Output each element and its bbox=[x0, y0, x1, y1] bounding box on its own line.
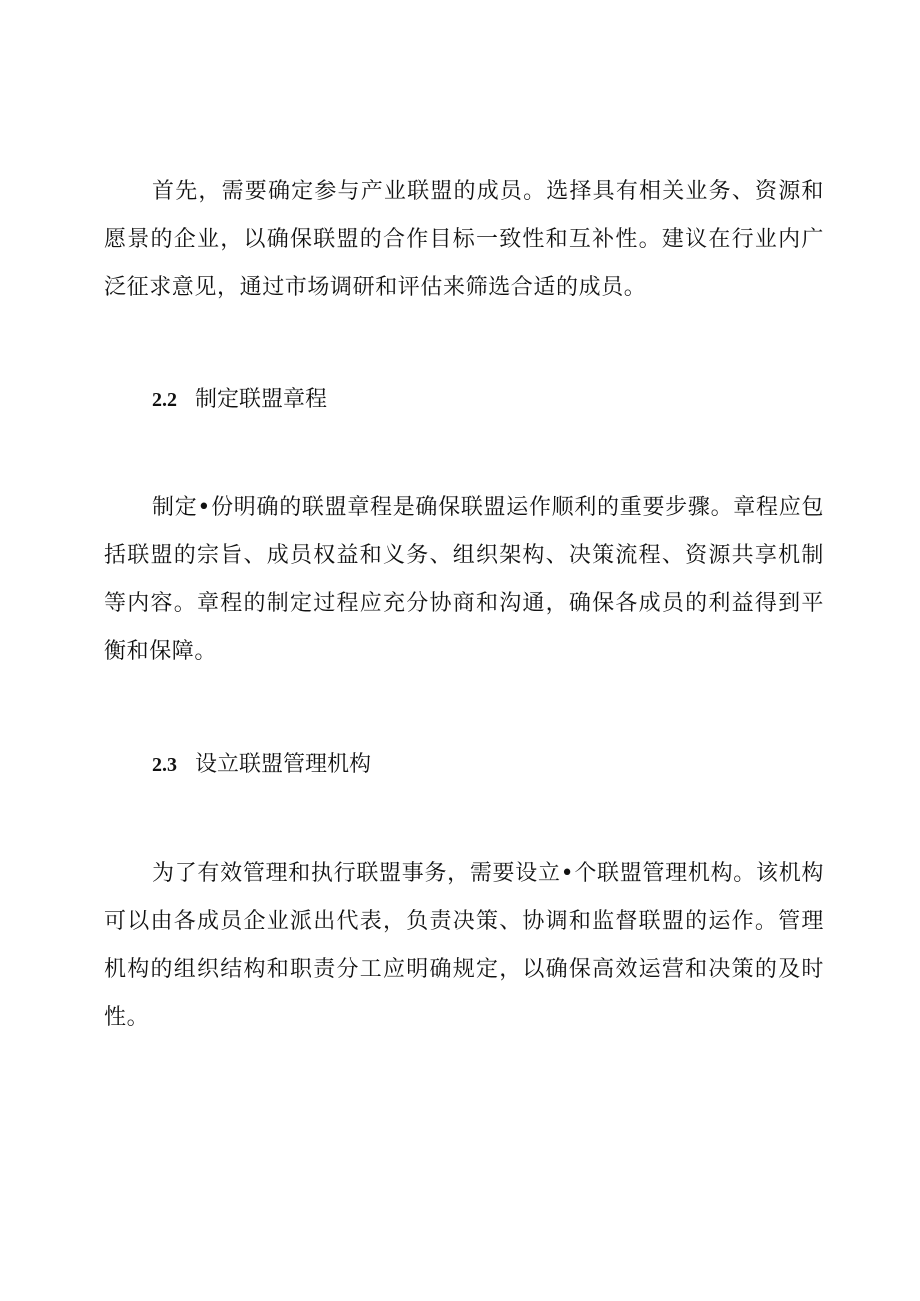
section-heading-2-2 bbox=[152, 385, 327, 415]
section-title: 设立联盟管理机构 bbox=[195, 752, 372, 777]
section-heading-2-3 bbox=[152, 750, 371, 780]
body-paragraph-charter: 制定•份明确的联盟章程是确保联盟运作顺利的重要步骤。章程应包括联盟的宗旨、成员权益和义务、组织架构、决策流程、资源共享机制等内容。章程的制定过程应充分协商和沟通，确保各成员的利益得到平衡和保障。 bbox=[104, 495, 824, 664]
section-number: 2.2 bbox=[152, 389, 177, 411]
body-paragraph-members: 首先，需要确定参与产业联盟的成员。选择具有相关业务、资源和愿景的企业，以确保联盟的合作目标一致性和互补性。建议在行业内广泛征求意见，通过市场调研和评估来筛选合适的成员。 bbox=[104, 179, 824, 300]
section-number: 2.3 bbox=[152, 754, 177, 776]
section-title: 制定联盟章程 bbox=[195, 387, 328, 412]
body-paragraph-management: 为了有效管理和执行联盟事务，需要设立•个联盟管理机构。该机构可以由各成员企业派出代表，负责决策、协调和监督联盟的运作。管理机构的组织结构和职责分工应明确规定，以确保高效运营和决策的及时性。 bbox=[104, 861, 824, 1030]
